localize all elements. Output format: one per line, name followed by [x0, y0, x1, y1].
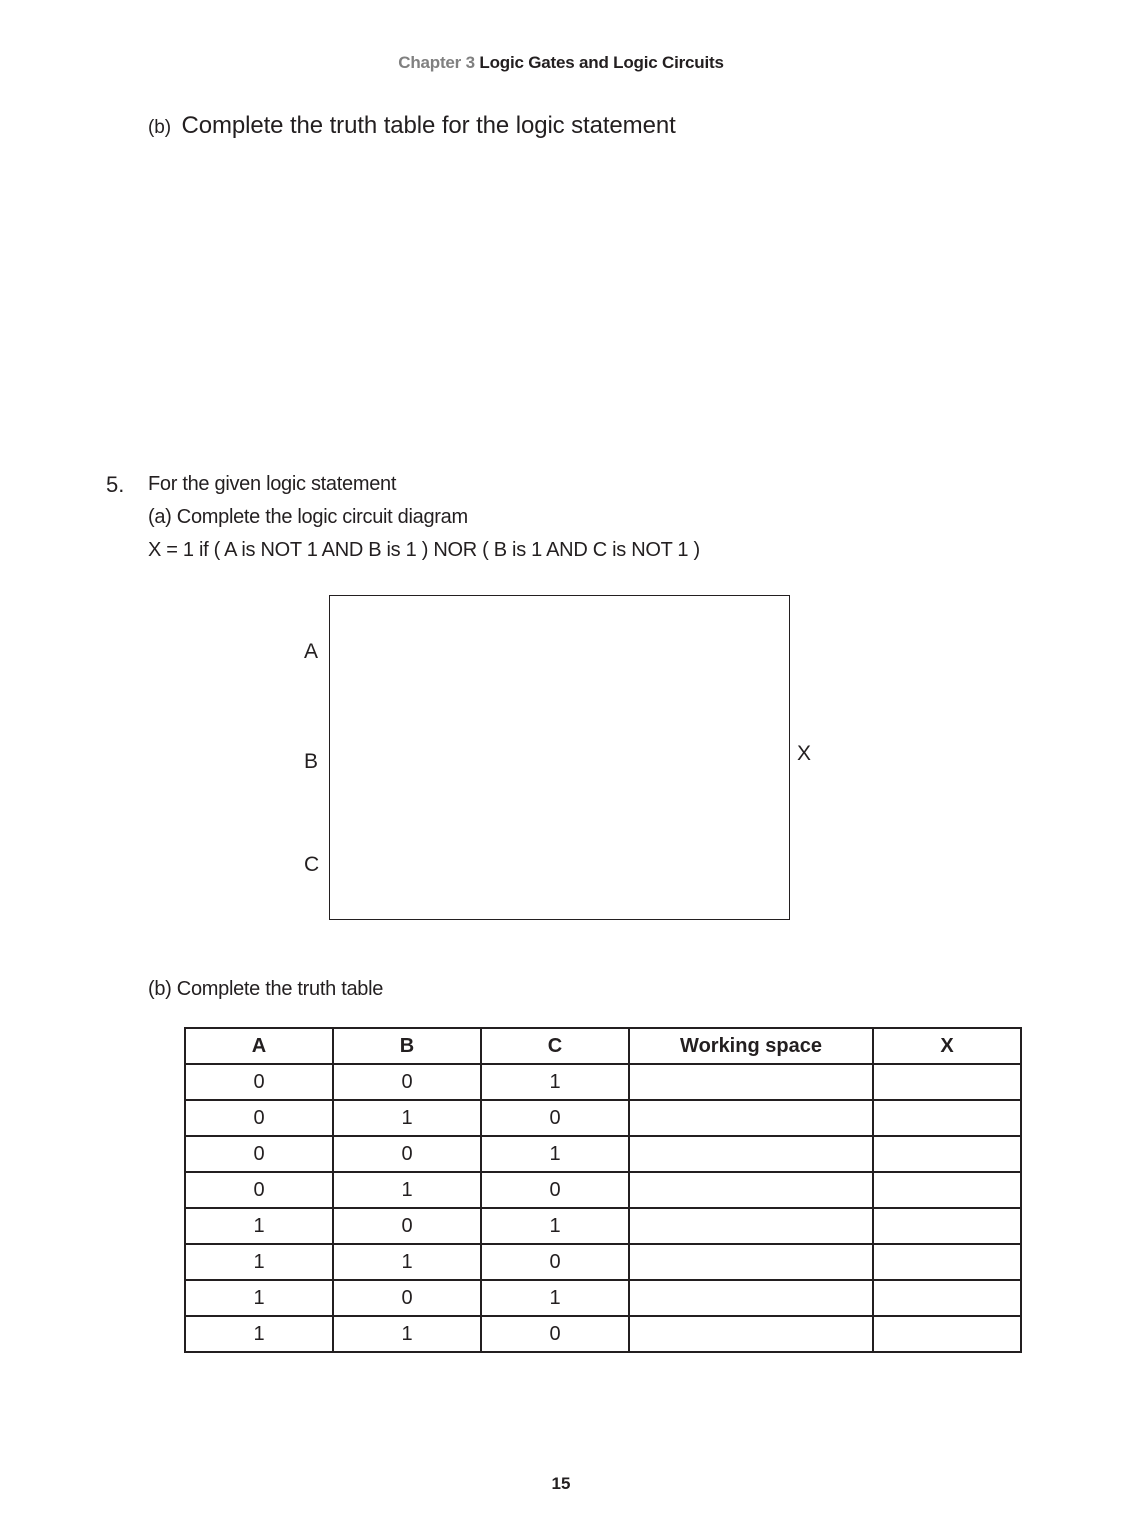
truth-table	[184, 1027, 1022, 1353]
cell-working-space[interactable]	[629, 1100, 873, 1136]
cell-c: 0	[481, 1244, 629, 1280]
logic-statement: X = 1 if ( A is NOT 1 AND B is 1 ) NOR ( B is 1 AND C is NOT 1 )	[148, 539, 700, 561]
cell-working-space[interactable]	[629, 1316, 873, 1352]
header-working-space: Working space	[629, 1028, 873, 1064]
cell-x[interactable]	[873, 1316, 1021, 1352]
cell-c: 1	[481, 1280, 629, 1316]
chapter-number: Chapter 3	[398, 53, 475, 72]
cell-b: 0	[333, 1136, 481, 1172]
header-x: X	[873, 1028, 1021, 1064]
cell-a: 0	[185, 1172, 333, 1208]
cell-b: 0	[333, 1064, 481, 1100]
cell-a: 0	[185, 1100, 333, 1136]
cell-b: 0	[333, 1208, 481, 1244]
table-row	[185, 1172, 1021, 1208]
cell-c: 1	[481, 1208, 629, 1244]
cell-c: 1	[481, 1136, 629, 1172]
cell-working-space[interactable]	[629, 1136, 873, 1172]
question-part-a: (a) Complete the logic circuit diagram	[148, 506, 468, 528]
table-row	[185, 1316, 1021, 1352]
input-label-b: B	[304, 750, 319, 773]
part-label: (b)	[148, 117, 171, 138]
circuit-drawing-area[interactable]	[329, 595, 790, 920]
cell-a: 1	[185, 1316, 333, 1352]
cell-x[interactable]	[873, 1064, 1021, 1100]
cell-b: 1	[333, 1172, 481, 1208]
cell-c: 1	[481, 1064, 629, 1100]
cell-b: 1	[333, 1100, 481, 1136]
cell-working-space[interactable]	[629, 1244, 873, 1280]
table-header-row	[185, 1028, 1021, 1064]
cell-working-space[interactable]	[629, 1064, 873, 1100]
cell-x[interactable]	[873, 1100, 1021, 1136]
header-c: C	[481, 1028, 629, 1064]
table-row	[185, 1100, 1021, 1136]
cell-a: 0	[185, 1136, 333, 1172]
cell-a: 1	[185, 1208, 333, 1244]
cell-working-space[interactable]	[629, 1208, 873, 1244]
table-row	[185, 1136, 1021, 1172]
cell-c: 0	[481, 1172, 629, 1208]
cell-b: 0	[333, 1280, 481, 1316]
question-4b	[148, 112, 676, 140]
cell-x[interactable]	[873, 1280, 1021, 1316]
cell-x[interactable]	[873, 1136, 1021, 1172]
cell-working-space[interactable]	[629, 1172, 873, 1208]
input-label-a: A	[304, 640, 319, 663]
input-label-c: C	[304, 853, 320, 876]
cell-a: 0	[185, 1064, 333, 1100]
cell-c: 0	[481, 1316, 629, 1352]
table-row	[185, 1280, 1021, 1316]
header-b: B	[333, 1028, 481, 1064]
question-part-b: (b) Complete the truth table	[148, 978, 384, 1000]
page-number: 15	[551, 1474, 571, 1493]
cell-a: 1	[185, 1280, 333, 1316]
table-row	[185, 1244, 1021, 1280]
table-row	[185, 1208, 1021, 1244]
cell-c: 0	[481, 1100, 629, 1136]
question-number: 5.	[106, 472, 125, 497]
output-label-x: X	[797, 742, 812, 765]
cell-working-space[interactable]	[629, 1280, 873, 1316]
header-a: A	[185, 1028, 333, 1064]
question-intro: For the given logic statement	[148, 473, 397, 495]
cell-x[interactable]	[873, 1208, 1021, 1244]
part-text: Complete the truth table for the logic statement	[181, 112, 676, 139]
cell-b: 1	[333, 1244, 481, 1280]
cell-x[interactable]	[873, 1244, 1021, 1280]
table-row	[185, 1064, 1021, 1100]
running-header	[0, 53, 1122, 73]
cell-a: 1	[185, 1244, 333, 1280]
cell-b: 1	[333, 1316, 481, 1352]
chapter-title: Logic Gates and Logic Circuits	[479, 53, 724, 72]
cell-x[interactable]	[873, 1172, 1021, 1208]
